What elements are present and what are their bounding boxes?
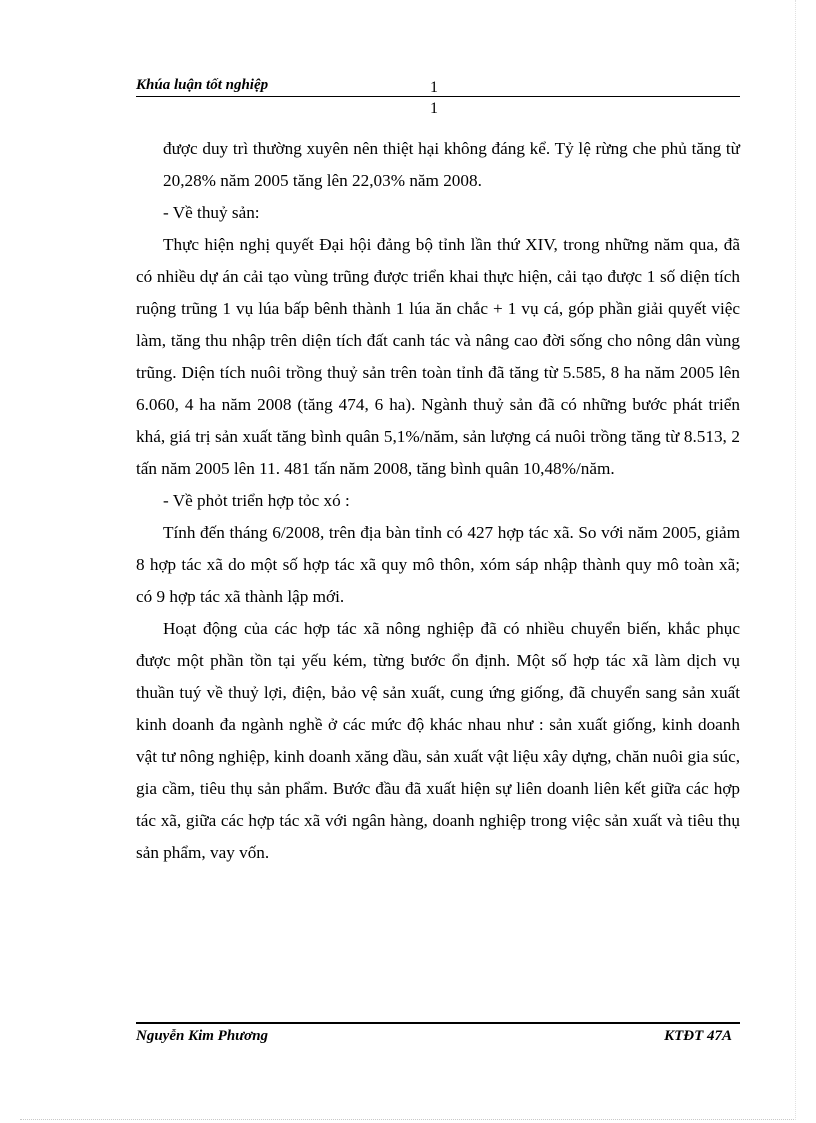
footer-class: KTĐT 47A xyxy=(664,1028,732,1044)
footer-divider xyxy=(136,1022,740,1024)
page-number-top: 1 xyxy=(430,79,438,96)
paragraph-cooperative-activity: Hoạt động của các hợp tác xã nông nghiệp đã có nhiều chuyển biến, khắc phục được một phần tồn tại yếu kém, từng bước ổn định. Một số hợp tác xã làm dịch vụ thuần tuý về thuỷ lợi, điện, bảo vệ sản xuất, cung ứng giống, đã chuyển sang sản xuất kinh doanh đa ngành nghề ở các mức độ khác nhau như : sản xuất giống, kinh doanh vật tư nông nghiệp, kinh doanh xăng dầu, sản xuất vật liệu xây dựng, chăn nuôi gia súc, gia cầm, tiêu thụ sản phẩm. Bước đầu đã xuất hiện sự liên doanh liên kết giữa các hợp tác xã, giữa các hợp tác xã với ngân hàng, doanh nghiệp trong việc sản xuất và tiêu thụ sản phẩm, vay vốn. xyxy=(136,619,740,862)
page-number-bottom: 1 xyxy=(430,100,438,117)
page-edge-right xyxy=(795,0,796,1120)
page-edge-bottom xyxy=(20,1119,796,1120)
paragraph-fisheries: Thực hiện nghị quyết Đại hội đảng bộ tỉnh lần thứ XIV, trong những năm qua, đã có nhiều dự án cải tạo vùng trũng được triển khai thực hiện, cải tạo được 1 số diện tích ruộng trũng 1 vụ lúa bấp bênh thành 1 lúa ăn chắc + 1 vụ cá, góp phần giải quyết việc làm, tăng thu nhập trên diện tích đất canh tác và nâng cao đời sống cho nông dân vùng trũng. Diện tích nuôi trồng thuỷ sản trên toàn tỉnh đã tăng từ 5.585, 8 ha năm 2005 lên 6.060, 4 ha năm 2008 (tăng 474, 6 ha). Ngành thuỷ sản đã có những bước phát triển khá, giá trị sản xuất tăng bình quân 5,1%/năm, sản lượng cá nuôi trồng tăng từ 8.513, 2 tấn năm 2005 lên 11. 481 tấn năm 2008, tăng bình quân 10,48%/năm. xyxy=(136,235,740,478)
footer-author: Nguyễn Kim Phương xyxy=(136,1028,269,1044)
header-divider xyxy=(136,96,740,97)
paragraph-forest-coverage: được duy trì thường xuyên nên thiệt hại không đáng kể. Tỷ lệ rừng che phủ tăng từ 20,28% năm 2005 tăng lên 22,03% năm 2008. xyxy=(163,139,740,190)
document-body xyxy=(136,133,740,869)
paragraph-cooperative-count: Tính đến tháng 6/2008, trên địa bàn tỉnh có 427 hợp tác xã. So với năm 2005, giảm 8 hợp tác xã do một số hợp tác xã quy mô thôn, xóm sáp nhập thành quy mô toàn xã; có 9 hợp tác xã thành lập mới. xyxy=(136,523,740,606)
header-title: Khúa luận tốt nghiệp xyxy=(136,77,269,93)
section-heading-fisheries: - Về thuỷ sản: xyxy=(163,203,260,222)
section-heading-cooperatives: - Về phỏt triển hợp tỏc xó : xyxy=(163,491,350,510)
